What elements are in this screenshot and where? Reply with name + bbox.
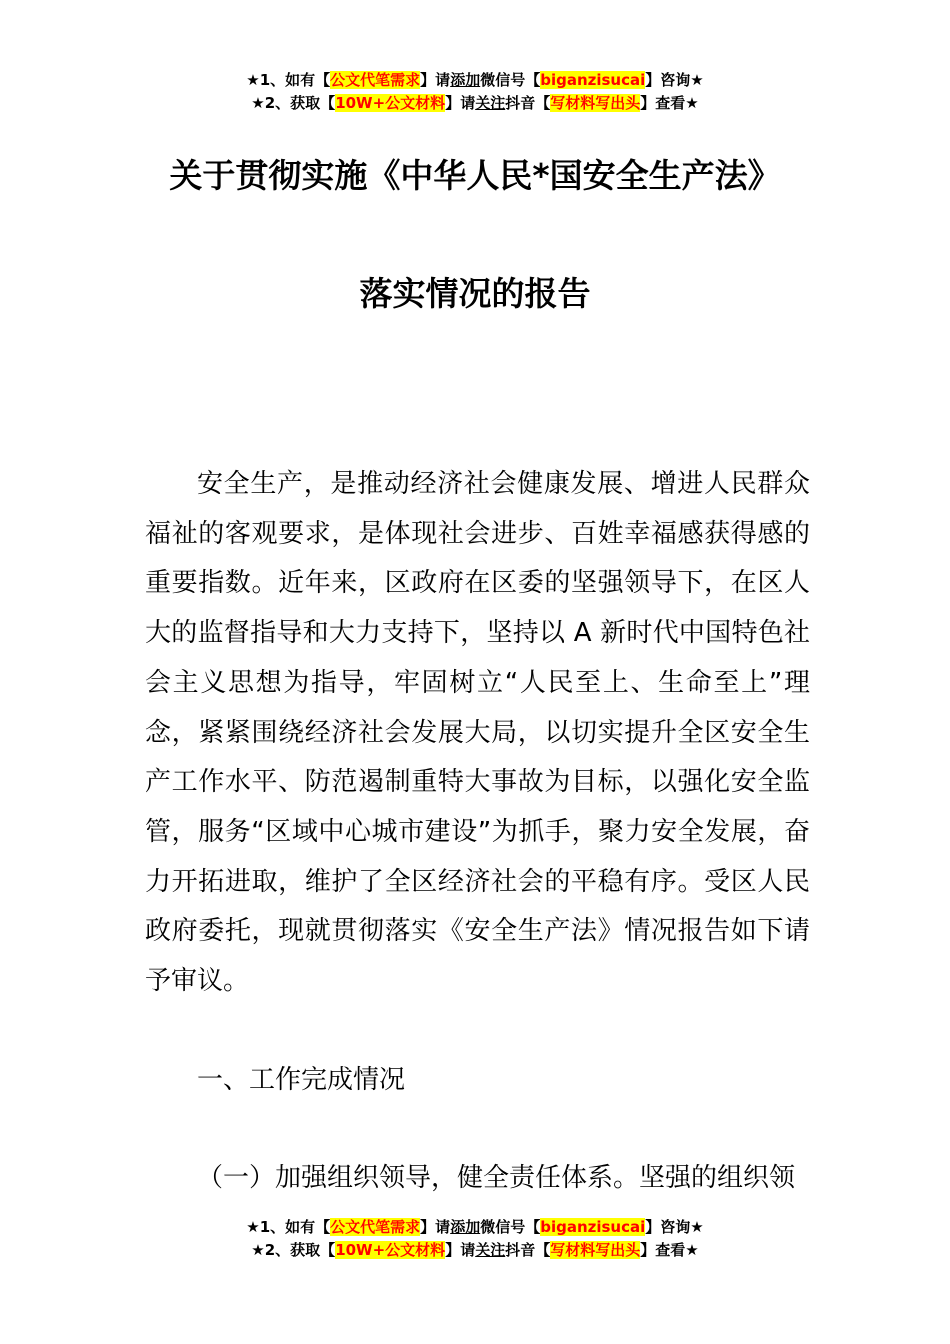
promo-line-1 [0,69,950,92]
promo-line-2 [0,92,950,115]
promo-text: ★1、如有【 [246,1218,331,1236]
promo-highlight: 公文代笔需求 [330,1218,421,1236]
promo-line-2 [0,1239,950,1262]
promo-line-1 [0,1216,950,1239]
promo-text: 抖音【 [505,94,551,112]
promo-highlight: 写材料写出头 [550,1241,641,1259]
promo-text: 】咨询★ [645,71,704,89]
promo-banner-top [0,69,950,115]
promo-highlight: 公文代笔需求 [330,71,421,89]
promo-highlight: 写材料写出头 [550,94,641,112]
promo-underline: 关注 [475,94,506,112]
promo-text: 】咨询★ [645,1218,704,1236]
promo-highlight: biganzisucai [540,1218,646,1236]
intro-paragraph: 安全生产，是推动经济社会健康发展、增进人民群众福祉的客观要求，是体现社会进步、百姓幸福感获得感的重要指数。近年来，区政府在区委的坚强领导下，在区人大的监督指导和大力支持下，坚持以 A 新时代中国特色社会主义思想为指导，牢固树立“人民至上、生命至上”理念，紧紧围绕经济社会发展大局，以切实提升全区安全生产工作水平、防范遏制重特大事故为目标，以强化安全监管，服务“区域中心城市建设”为抓手，聚力安全发展，奋力开拓进取，维护了全区经济社会的平稳有序。受区人民政府委托，现就贯彻落实《安全生产法》情况报告如下请予审议。 [145,469,810,997]
document-title-line-1: 关于贯彻实施《中华人民*国安全生产法》 [169,156,781,195]
promo-text: 抖音【 [505,1241,551,1259]
document-title-line-2: 落实情况的报告 [359,274,591,313]
promo-text: ★2、获取【 [251,94,336,112]
promo-text: 微信号【 [480,1218,541,1236]
section-heading: 一、工作完成情况 [197,1065,406,1095]
promo-text: 】请 [420,71,451,89]
promo-text: ★1、如有【 [246,71,331,89]
subsection-heading: （一）加强组织领导，健全责任体系。坚强的组织领 [197,1163,796,1193]
promo-text: ★2、获取【 [251,1241,336,1259]
promo-highlight: biganzisucai [540,71,646,89]
promo-underline: 添加 [450,71,481,89]
promo-text: 】查看★ [640,1241,699,1259]
promo-highlight: 10W+公文材料 [335,94,446,112]
promo-text: 】请 [445,1241,476,1259]
promo-highlight: 10W+公文材料 [335,1241,446,1259]
promo-underline: 关注 [475,1241,506,1259]
promo-text: 】请 [445,94,476,112]
promo-text: 】查看★ [640,94,699,112]
promo-text: 微信号【 [480,71,541,89]
promo-text: 】请 [420,1218,451,1236]
promo-banner-bottom [0,1216,950,1262]
promo-underline: 添加 [450,1218,481,1236]
